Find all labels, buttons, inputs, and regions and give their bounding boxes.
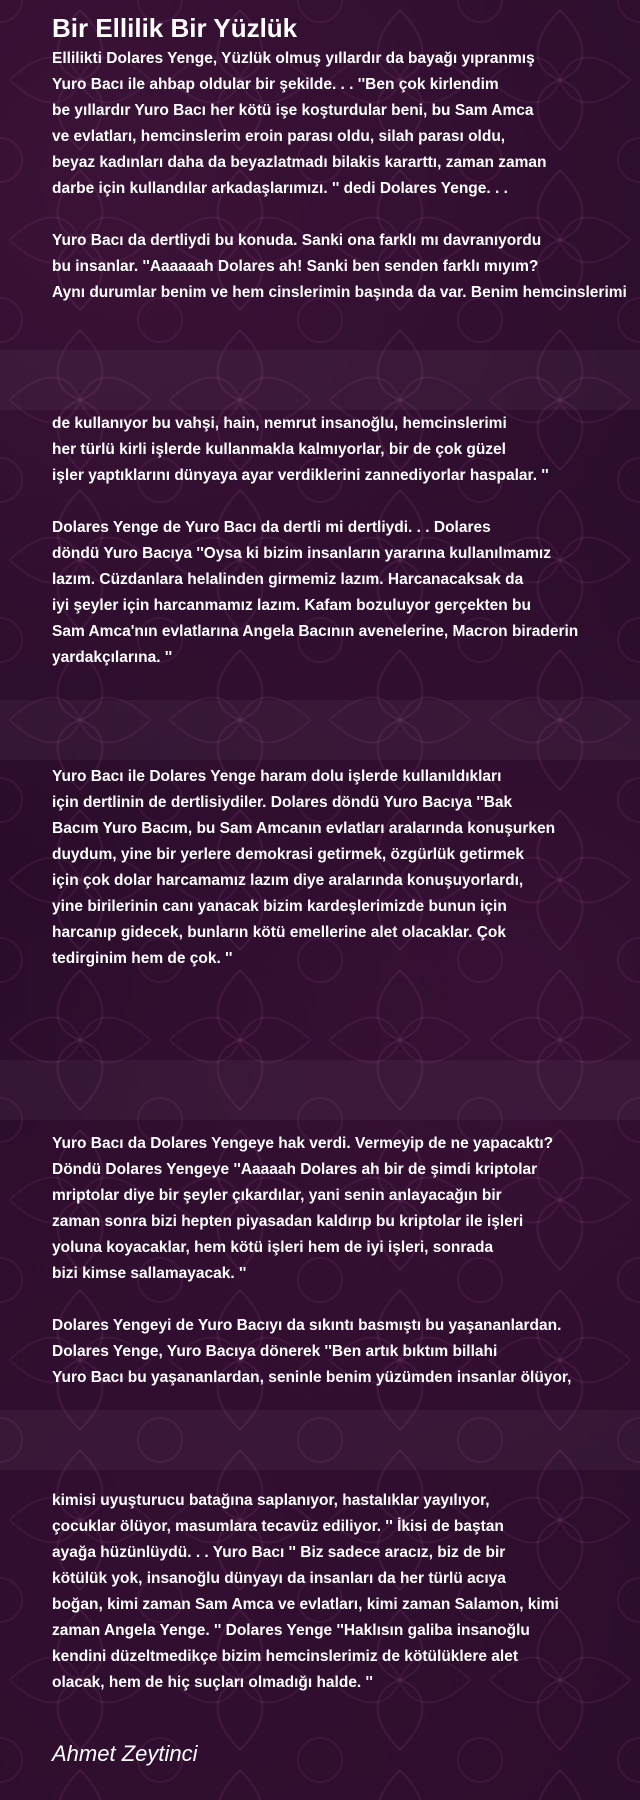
poem-stanza-block: Ellilikti Dolares Yenge, Yüzlük olmuş yıllardır da bayağı yıpranmış Yuro Bacı ile ahbap oldular bir şekilde. . . ''Ben çok kirlendim be yıllardır Yuro Bacı her kötü işe koşturdular beni, bu Sam Amca ve evlatları, hemcinslerim eroin parası oldu, silah parası oldu, beyaz kadınları daha da beyazlatmadı bilakis kararttı, zaman zaman darbe için kullandılar arkadaşlarımızı. '' dedi Dolares Yenge. . . Yuro Bacı da dertliydi bu konuda. Sanki ona farklı mı davranıyordu bu insanlar. ''Aaaaaah Dolares ah! Sanki ben senden farklı mıyım? Aynı durumlar benim ve hem cinslerimin başında da var. Benim hemcinslerimi [52, 50, 627, 301]
band-divider [0, 700, 640, 760]
band-divider [0, 1060, 640, 1120]
band-divider [0, 350, 640, 410]
poem-stanza-block: de kullanıyor bu vahşi, hain, nemrut insanoğlu, hemcinslerimi her türlü kirli işlerde kullanmakla kalmıyorlar, bir de çok güzel işler yaptıklarını dünyaya ayar verdiklerini zannediyorlar haspalar. '' Dolares Yenge de Yuro Bacı da dertli mi dertliydi. . . Dolares döndü Yuro Bacıya ''Oysa ki bizim insanların yararına kullanılmamız lazım. Cüzdanlara helalinden girmemiz lazım. Harcanacaksak da iyi şeyler için harcanmamız lazım. Kafam bozuluyor gerçekten bu Sam Amca'nın evlatlarına Angela Bacının avenelerine, Macron biraderin yardakçılarına. '' [52, 415, 579, 666]
band-divider [0, 1410, 640, 1470]
poem-author: Ahmet Zeytinci [52, 1741, 198, 1766]
poem-stanza-block: Yuro Bacı da Dolares Yengeye hak verdi. Vermeyip de ne yapacaktı? Döndü Dolares Yengeye ''Aaaaah Dolares ah bir de şimdi kriptolar mriptolar diye bir şeyler çıkardılar, yani senin anlayacağın bir zaman sonra bizi hepten piyasadan kaldırıp bu kriptolar ile işleri yoluna koyacaklar, hem kötü işleri hem de iyi işleri, sonrada bizi kimse sallamayacak. '' Dolares Yengeyi de Yuro Bacıyı da sıkıntı basmıştı bu yaşananlardan. Dolares Yenge, Yuro Bacıya dönerek ''Ben artık bıktım billahi Yuro Bacı bu yaşananlardan, seninle benim yüzümden insanlar ölüyor, [52, 1135, 572, 1386]
poem-title: Bir Ellilik Bir Yüzlük [52, 13, 298, 43]
poem-stanza-block: Yuro Bacı ile Dolares Yenge haram dolu işlerde kullanıldıkları için dertlinin de dertlisiydiler. Dolares döndü Yuro Bacıya ''Bak Bacım Yuro Bacım, bu Sam Amcanın evlatları aralarında konuşurken duydum, yine bir yerlere demokrasi getirmek, özgürlük getirmek için çok dolar harcamamız lazım diye aralarında konuşuyorlardı, yine birilerinin canı yanacak bizim kardeşlerimizde bunun için harcanıp gidecek, bunların kötü emellerine alet olacaklar. Çok tedirginim hem de çok. '' [52, 768, 556, 967]
poem-stanza-block: kimisi uyuşturucu batağına saplanıyor, hastalıklar yayılıyor, çocuklar ölüyor, masumlara tecavüz ediliyor. '' İkisi de baştan ayağa hüzünlüydü. . . Yuro Bacı '' Biz sadece aracız, biz de bir kötülük yok, insanoğlu dünyayı da insanları da her türlü acıya boğan, kimi zaman Sam Amca ve evlatları, kimi zaman Salamon, kimi zaman Angela Yenge. '' Dolares Yenge ''Haklısın galiba insanoğlu kendini düzeltmedikçe bizim hemcinslerimiz de kötülüklere alet olacak, hem de hiç suçları olmadığı halde. '' [52, 1492, 559, 1691]
